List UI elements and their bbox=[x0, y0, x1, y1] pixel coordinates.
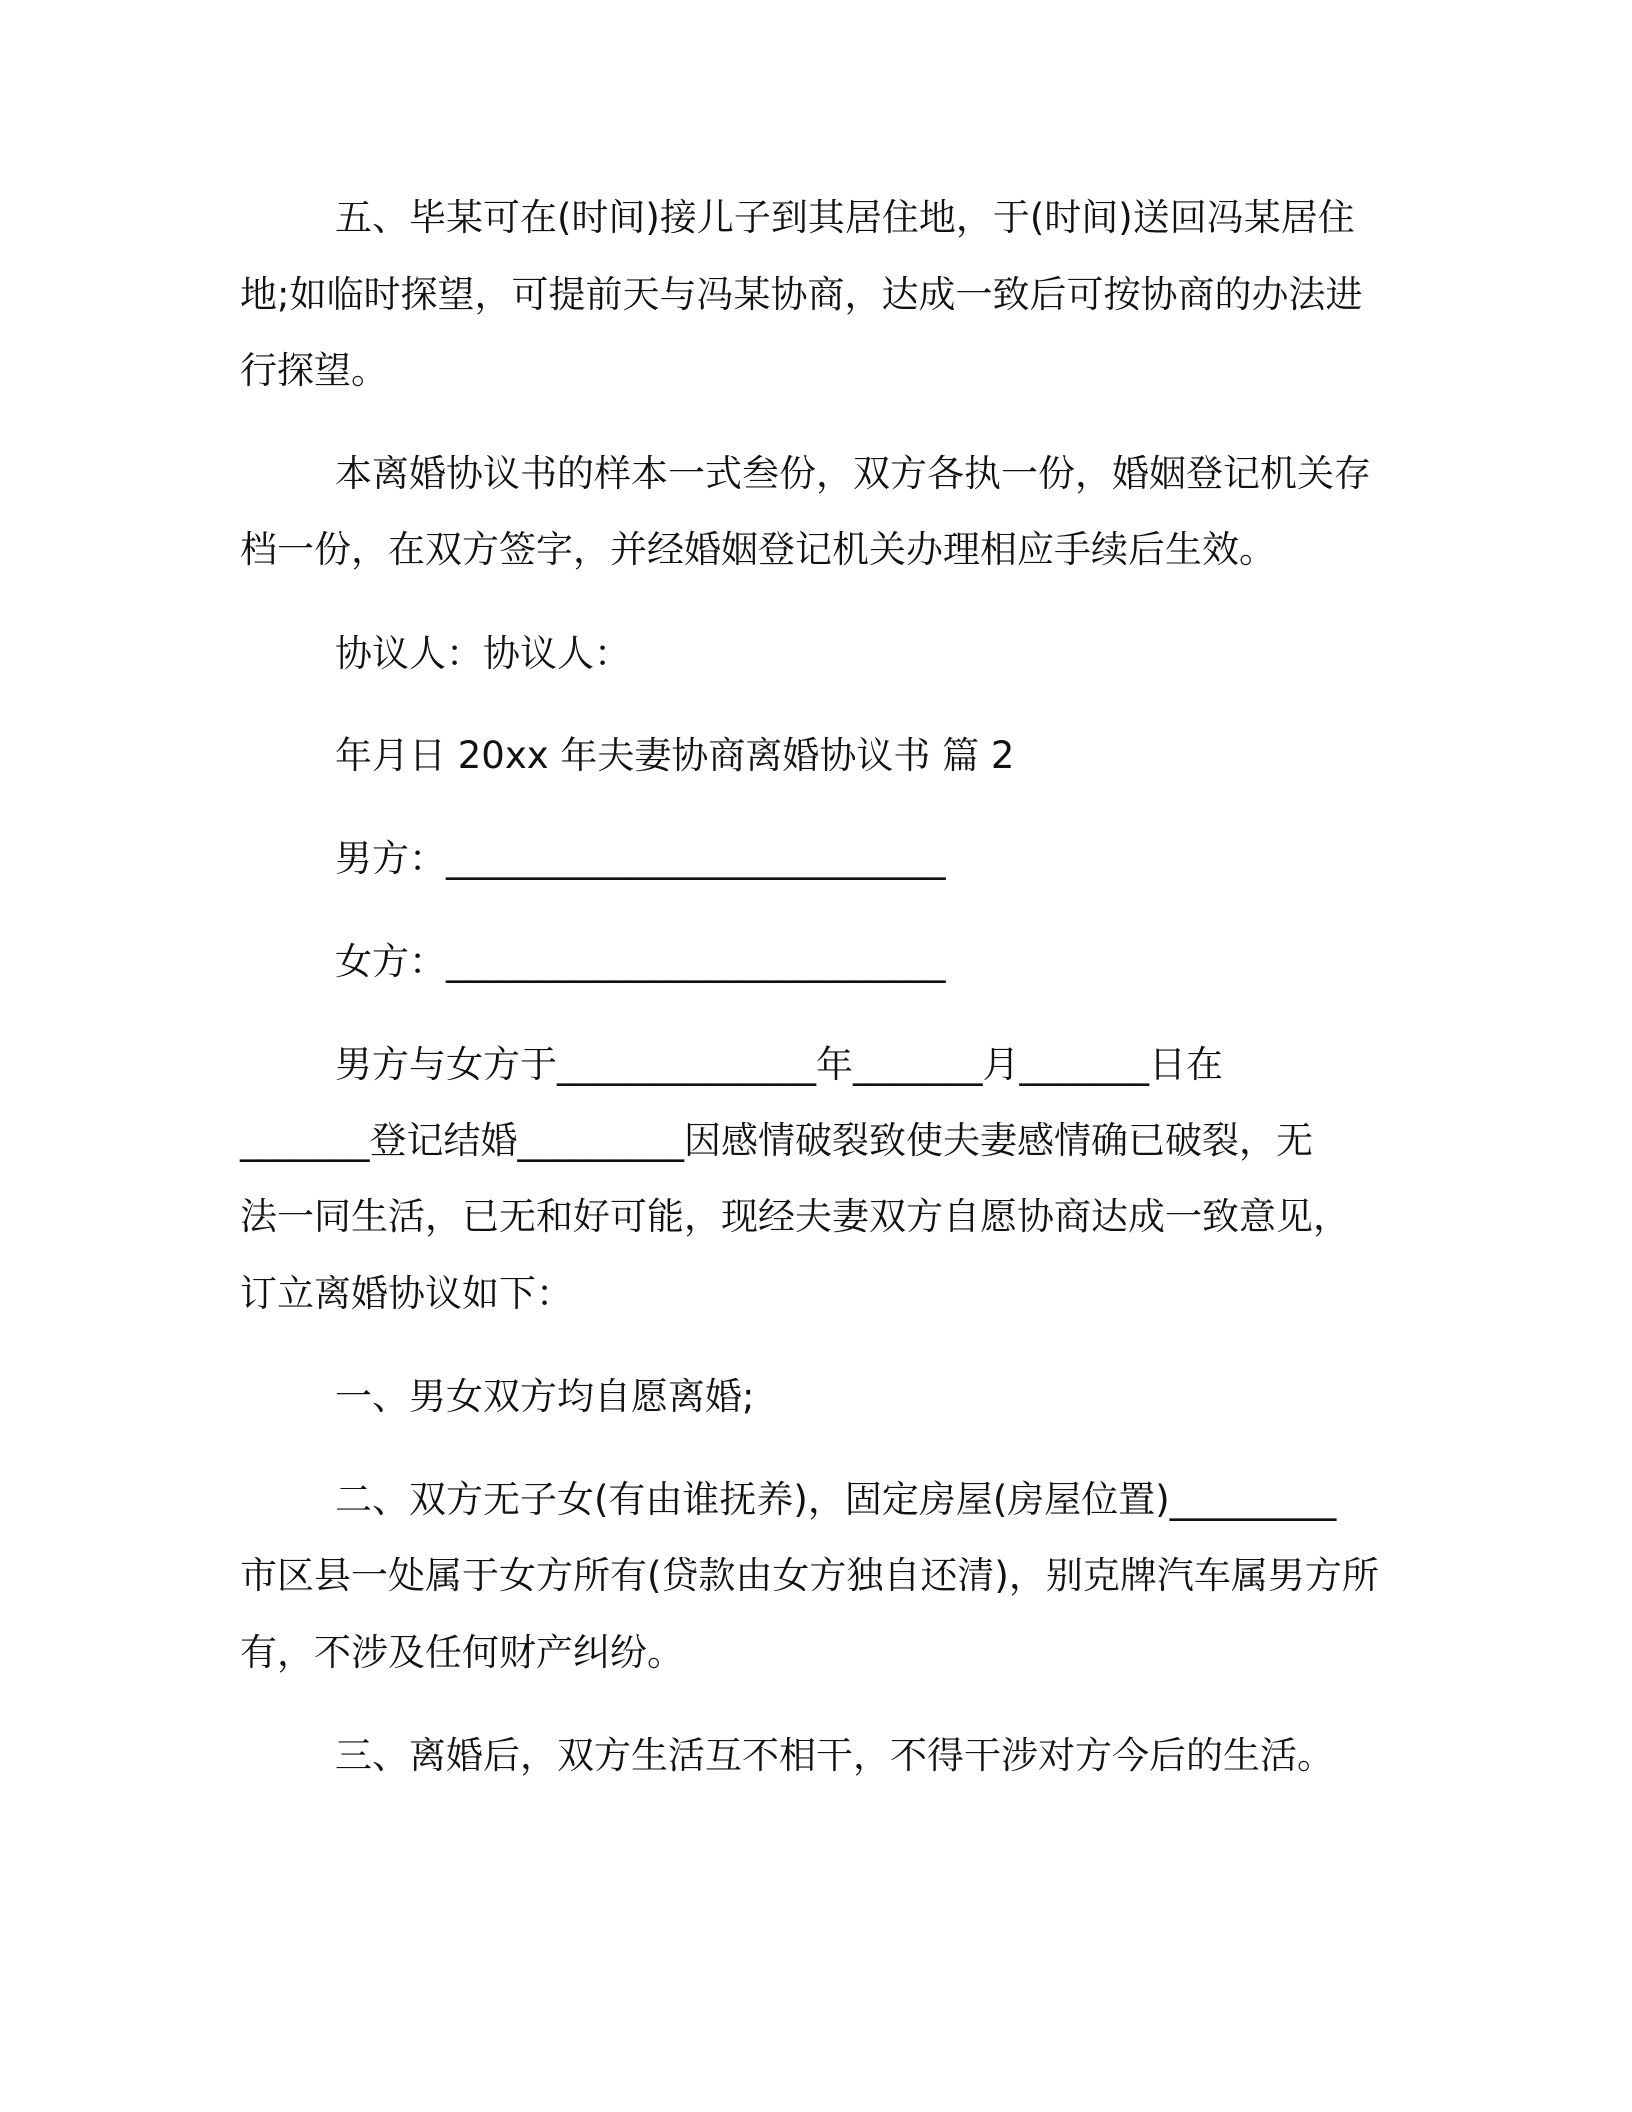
marriage-line-4: 订立离婚协议如下： bbox=[240, 1272, 573, 1315]
marriage-line-2: _______登记结婚_________因感情破裂致使夫妻感情确已破裂，无 bbox=[240, 1119, 1313, 1162]
marriage-line-3: 法一同生活，已无和好可能，现经夫妻双方自愿协商达成一致意见， bbox=[240, 1195, 1350, 1238]
clause-5-line-1: 五、毕某可在(时间)接儿子到其居住地，于(时间)送回冯某居住 bbox=[335, 196, 1355, 239]
clause-2-line-2: 市区县一处属于女方所有(贷款由女方独自还清)，别克牌汽车属男方所 bbox=[240, 1554, 1379, 1597]
clause-2-line-3: 有，不涉及任何财产纠纷。 bbox=[240, 1631, 684, 1674]
clause-2-line-1: 二、双方无子女(有由谁抚养)，固定房屋(房屋位置)_________ bbox=[335, 1478, 1337, 1521]
clause-3-line: 三、离婚后，双方生活互不相干，不得干涉对方今后的生活。 bbox=[335, 1734, 1334, 1777]
husband-field: 男方：___________________________ bbox=[335, 837, 946, 880]
copies-line-2: 档一份，在双方签字，并经婚姻登记机关办理相应手续后生效。 bbox=[240, 528, 1276, 571]
clause-5-line-3: 行探望。 bbox=[240, 349, 388, 392]
clause-1-line: 一、男女双方均自愿离婚; bbox=[335, 1375, 755, 1418]
copies-line-1: 本离婚协议书的样本一式叁份，双方各执一份，婚姻登记机关存 bbox=[335, 452, 1371, 495]
marriage-line-1: 男方与女方于______________年_______月_______日在 bbox=[335, 1043, 1223, 1086]
section-heading: 年月日 20xx 年夫妻协商离婚协议书 篇 2 bbox=[335, 734, 1015, 777]
signatories-line: 协议人：协议人： bbox=[335, 632, 631, 675]
clause-5-line-2: 地;如临时探望，可提前天与冯某协商，达成一致后可按协商的办法进 bbox=[240, 273, 1363, 316]
wife-field: 女方：___________________________ bbox=[335, 940, 946, 983]
